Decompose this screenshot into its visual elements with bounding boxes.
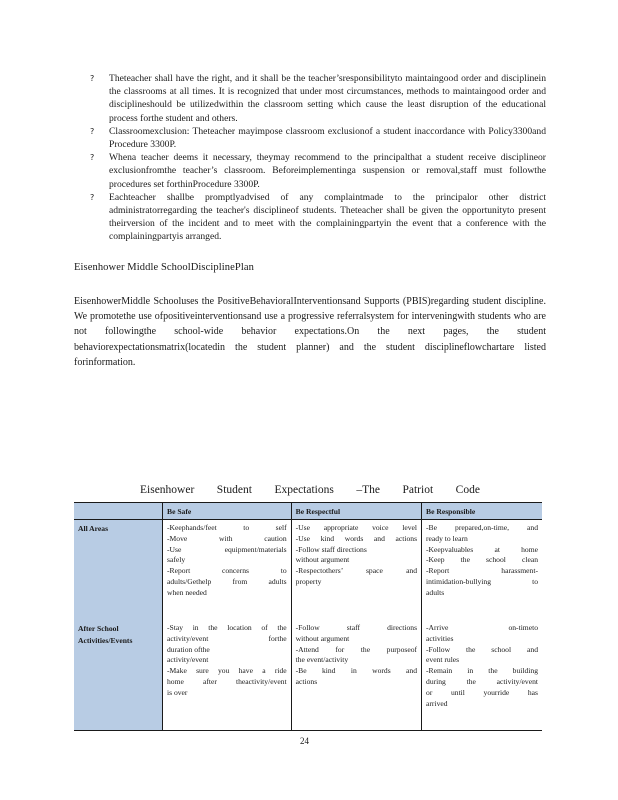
cell-line: the event/activity [295, 655, 349, 665]
cell-line: property [295, 576, 322, 586]
table-title-word: Expectations [274, 484, 334, 496]
table-cell [163, 520, 292, 621]
cell-line: during the activity/event [426, 676, 538, 686]
column-header-be-safe: Be Safe [163, 503, 292, 520]
table-cell [291, 520, 421, 621]
column-header-be-respectful: Be Respectful [291, 503, 421, 520]
table-cell [163, 620, 292, 731]
cell-line: activity/event forthe [167, 633, 287, 643]
cell-line: -Use equipment/materials [167, 544, 287, 554]
cell-line: is over [167, 687, 188, 697]
table-title-word: Eisenhower [140, 484, 195, 496]
list-item-text: Classroomexclusion: Theteacher mayimpose classroom exclusionof a student inaccordance with Policy3300and Procedure 3300P. [109, 125, 546, 151]
cell-line: -Keephands/feet to self [167, 523, 287, 532]
list-item [90, 151, 546, 191]
cell-line: safely [167, 555, 186, 565]
cell-line: -Follow staff directions [295, 544, 367, 554]
cell-line: event rules [426, 655, 460, 665]
cell-line: -Use appropriate voice level [295, 523, 418, 532]
table-header-row [74, 503, 542, 520]
table-title-word: Code [455, 484, 480, 496]
cell-line: intimidation-bullying to [426, 576, 538, 586]
teacher-rights-list [90, 72, 546, 244]
cell-line: activity/event [167, 655, 209, 665]
cell-line: without argument [295, 633, 350, 643]
cell-line: ready to learn [426, 533, 468, 543]
cell-line: without argument [295, 555, 350, 565]
cell-line: -Be kind in words and [295, 666, 418, 676]
cell-line: -Report harassment- [426, 566, 538, 576]
row-header-all-areas: All Areas [74, 520, 163, 621]
cell-line: -Remain in the building [426, 666, 538, 676]
cell-line: or until yourride has [426, 687, 538, 697]
list-item-text: Eachteacher shallbe promptlyadvised of any complaintmade to the principalor other district administratorregarding the teacher's disciplineof students. Theteacher shall be given the opportunityto present theirversion of the incident and to meet with the complainingpartyin the event that a conference with the complainingpartyis arranged. [109, 191, 546, 243]
pbis-paragraph: EisenhowerMiddle Schooluses the PositiveBehavioralInterventionsand Supports (PBIS)regarding student discipline. We promotethe use ofpositiveinterventionsand use a progressive referralsystem for interveningwith students who are not followingthe school-wide behavior expectations.On the next pages, the student behaviorexpectationsmatrix(locatedin the student planner) and the student disciplineflowchartare listed forinformation. [74, 296, 546, 368]
cell-line: -Report concerns to [167, 566, 287, 576]
table-cell [291, 620, 421, 731]
cell-line: -Attend for the purposeof [295, 644, 418, 654]
table-cell [422, 620, 542, 731]
cell-line: actions [295, 676, 318, 686]
list-item-text: Theteacher shall have the right, and it shall be the teacher’sresponsibilityto maintaingood order and disciplinein the classrooms at all times. It is recognized that under most circumstances, methods to maintaingood order and disciplineshould be utilizedwithin the classroom setting which cause the least disruption of the educational process forthe student and others. [109, 73, 546, 124]
bullet-glyph: ? [90, 153, 95, 163]
bullet-glyph: ? [90, 192, 95, 202]
bullet-glyph: ? [90, 126, 95, 136]
table-title-word: Patriot [402, 484, 434, 496]
cell-line: duration ofthe [167, 644, 210, 654]
cell-line: -Use kind words and actions [295, 533, 418, 543]
list-item [90, 72, 546, 125]
cell-line: -Respectothers’ space and [295, 566, 418, 576]
cell-line: -Keep the school clean [426, 555, 538, 565]
table-cell [422, 520, 542, 621]
cell-line: -Keepvaluables at home [426, 544, 538, 554]
table-row [74, 520, 542, 621]
page-number: 24 [300, 736, 309, 746]
list-item [90, 191, 546, 244]
cell-line: -Be prepared,on-time, and [426, 523, 538, 532]
list-item [90, 125, 546, 151]
table-title-word: Student [216, 484, 252, 496]
cell-line: adults [426, 587, 445, 597]
row-header-after-school: After School Activities/Events [74, 620, 163, 731]
cell-line: when needed [167, 587, 207, 597]
table-title-word: –The [356, 484, 380, 496]
table-corner-cell [74, 503, 163, 520]
cell-line: -Arrive on-timeto [426, 623, 538, 632]
cell-line: adults/Gethelp from adults [167, 576, 287, 586]
cell-line: -Move with caution [167, 533, 287, 543]
column-header-be-responsible: Be Responsible [422, 503, 542, 520]
cell-line: -Stay in the location of the [167, 623, 287, 632]
table-row [74, 620, 542, 731]
cell-line: -Follow the school and [426, 644, 538, 654]
cell-line: activities [426, 633, 454, 643]
table-title [140, 484, 480, 496]
section-heading: Eisenhower Middle SchoolDisciplinePlan [74, 262, 254, 273]
cell-line: -Follow staff directions [295, 623, 418, 632]
bullet-glyph: ? [90, 74, 95, 83]
expectations-table [74, 502, 542, 731]
cell-line: -Make sure you have a ride [167, 666, 287, 676]
cell-line: arrived [426, 698, 448, 708]
cell-line: home after theactivity/event [167, 676, 287, 686]
list-item-text: Whena teacher deems it necessary, theymay recommend to the principalthat a student receive disciplineor exclusionfromthe teacher’s classroom. Beforeimplementinga suspension or removal,staff must followthe procedures set forthinProcedure 3300P. [109, 152, 546, 190]
